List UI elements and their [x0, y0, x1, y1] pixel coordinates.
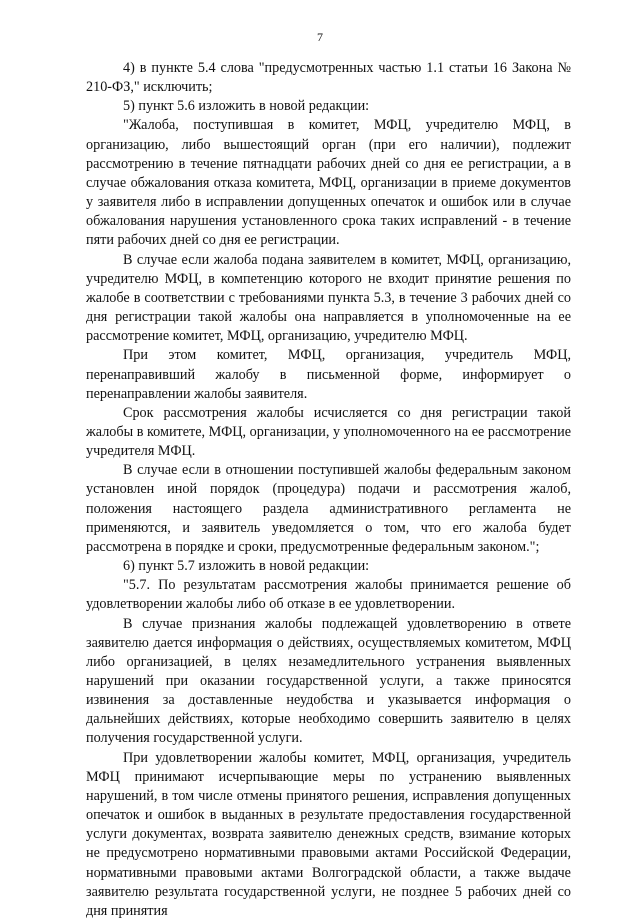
- paragraph-complaint-review-term: "Жалоба, поступившая в комитет, МФЦ, учредителю МФЦ, в организацию, либо вышестоящий орган (при его наличии), подлежит рассмотрению в течение пятнадцати рабочих дней со дня ее регистрации, а в случае обжалования отказа комитета, МФЦ, организации в приеме документов у заявителя либо в исправлении допущенных опечаток и ошибок или в случае обжалования нарушения установленного срока таких исправлений - в течение пяти рабочих дней со дня ее регистрации.: [86, 117, 571, 249]
- paragraph-5-7-decision: "5.7. По результатам рассмотрения жалобы принимается решение об удовлетворении жалобы либо об отказе в ее удовлетворении.: [86, 577, 571, 613]
- paragraph-item-5-7-intro: 6) пункт 5.7 изложить в новой редакции:: [123, 558, 370, 575]
- paragraph-satisfaction-response: В случае признания жалобы подлежащей удовлетворению в ответе заявителю дается информация о действиях, осуществляемых комитетом, МФЦ либо организацией, в целях незамедлительного устранения выявленных нарушений при оказании государственной услуги, а также приносятся извинения за доставленные неудобства и указывается информация о дальнейших действиях, которые необходимо совершить заявителю в целях получения государственной услуги.: [86, 615, 571, 747]
- paragraph-item-5-6-intro: 5) пункт 5.6 изложить в новой редакции:: [123, 98, 370, 115]
- paragraph-complaint-redirect: В случае если жалоба подана заявителем в комитет, МФЦ, организацию, учредителю МФЦ, в компетенцию которого не входит принятие решения по жалобе в соответствии с требованиями пункта 5.3, в течение 3 рабочих дней со дня регистрации такой жалобы она направляется в уполномоченные на ее рассмотрение комитет, МФЦ, организацию, учредителю МФЦ.: [86, 251, 571, 345]
- paragraph-review-term-start: Срок рассмотрения жалобы исчисляется со дня регистрации такой жалобы в комитете, МФЦ, организации, у уполномоченного на ее рассмотрение учредителя МФЦ.: [86, 404, 571, 460]
- document-body: [86, 59, 571, 921]
- paragraph-redirect-notice: При этом комитет, МФЦ, организация, учредитель МФЦ, перенаправивший жалобу в письменной форме, информирует о перенаправлении жалобы заявителя.: [86, 347, 571, 402]
- paragraph-item-5-4: 4) в пункте 5.4 слова "предусмотренных частью 1.1 статьи 16 Закона № 210-ФЗ," исключить;: [86, 60, 571, 96]
- paragraph-federal-law-exception: В случае если в отношении поступившей жалобы федеральным законом установлен иной порядок (процедура) подачи и рассмотрения жалоб, положения настоящего раздела административного регламента не применяются, и заявитель уведомляется о том, что его жалоба будет рассмотрена в порядке и сроки, предусмотренные федеральным законом.";: [86, 462, 571, 555]
- page-number: 7: [317, 30, 323, 44]
- paragraph-remedy-measures: При удовлетворении жалобы комитет, МФЦ, организация, учредитель МФЦ принимают исчерпывающие меры по устранению выявленных нарушений, в том числе отмены принятого решения, исправления допущенных опечаток и ошибок в выданных в результате предоставления государственной услуги документах, возврата заявителю денежных средств, взимание которых не предусмотрено нормативными правовыми актами Российской Федерации, нормативными правовыми актами Волгоградской области, а также выдаче заявителю результата государственной услуги, не позднее 5 рабочих дней со дня принятия: [86, 749, 571, 919]
